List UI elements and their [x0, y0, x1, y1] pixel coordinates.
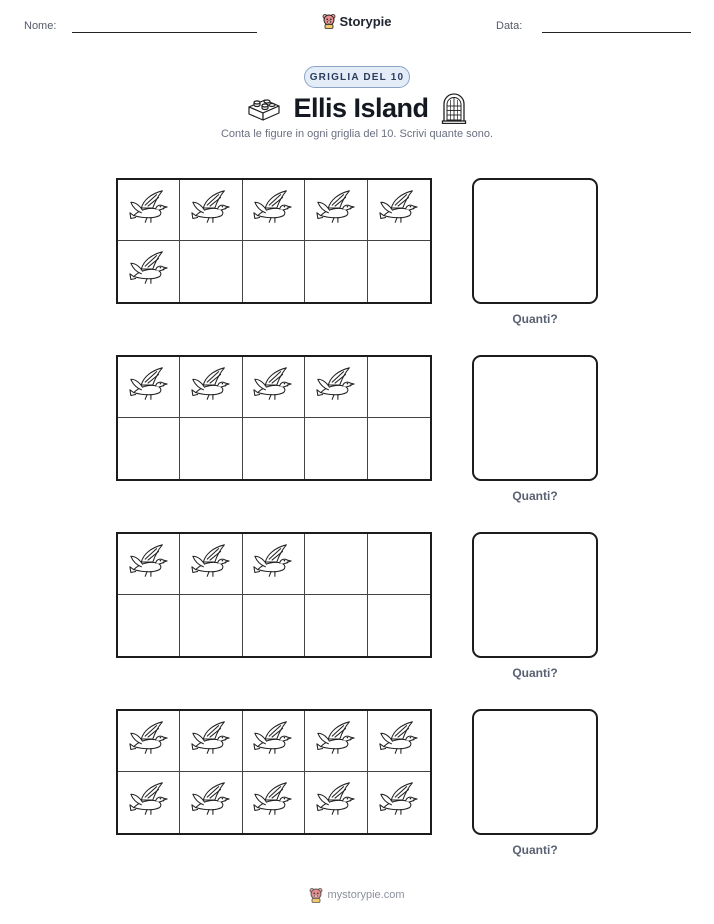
- seagull-icon: [128, 779, 170, 826]
- answer-box[interactable]: [472, 355, 598, 481]
- brand-name: Storypie: [339, 13, 392, 29]
- grid-cell: [118, 357, 180, 418]
- date-line[interactable]: [542, 32, 691, 33]
- answer-box[interactable]: [472, 709, 598, 835]
- seagull-icon: [190, 779, 232, 826]
- grid-cell: [305, 357, 367, 418]
- seagull-icon: [252, 187, 294, 234]
- grid-cell: [305, 418, 367, 479]
- seagull-icon: [378, 718, 420, 765]
- grid-cell: [118, 772, 180, 833]
- bear-mascot-icon: [309, 887, 323, 903]
- grid-cell: [118, 534, 180, 595]
- grid-cell: [118, 418, 180, 479]
- lego-brick-icon: [247, 95, 281, 121]
- seagull-icon: [190, 187, 232, 234]
- grid-cell: [243, 418, 305, 479]
- grid-cell: [368, 241, 430, 302]
- seagull-icon: [315, 187, 357, 234]
- grid-cell: [305, 241, 367, 302]
- ten-frame-grid: [116, 709, 432, 835]
- grid-cell: [243, 534, 305, 595]
- seagull-icon: [128, 364, 170, 411]
- name-label: Nome:: [24, 20, 57, 32]
- seagull-icon: [252, 364, 294, 411]
- grid-cell: [118, 180, 180, 241]
- answer-label: Quanti?: [512, 666, 558, 680]
- grid-cell: [180, 772, 242, 833]
- grid-cell: [118, 241, 180, 302]
- answer-box[interactable]: [472, 178, 598, 304]
- grid-cell: [305, 772, 367, 833]
- grid-cell: [243, 241, 305, 302]
- grid-cell: [305, 711, 367, 772]
- grid-cell: [243, 772, 305, 833]
- grid-cell: [305, 180, 367, 241]
- date-label: Data:: [496, 20, 523, 32]
- seagull-icon: [378, 779, 420, 826]
- instructions: Conta le figure in ogni griglia del 10. Scrivi quante sono.: [220, 128, 494, 140]
- grid-cell: [180, 595, 242, 656]
- seagull-icon: [128, 541, 170, 588]
- seagull-icon: [315, 718, 357, 765]
- seagull-icon: [378, 187, 420, 234]
- grid-cell: [368, 772, 430, 833]
- footer: [0, 887, 714, 903]
- ten-frame-grid: [116, 178, 432, 304]
- seagull-icon: [252, 541, 294, 588]
- grid-cell: [368, 534, 430, 595]
- grid-cell: [243, 595, 305, 656]
- answer-label: Quanti?: [512, 489, 558, 503]
- brand: [0, 13, 714, 29]
- grid-cell: [118, 711, 180, 772]
- grid-cell: [305, 595, 367, 656]
- grid-cell: [180, 711, 242, 772]
- name-line[interactable]: [72, 32, 257, 33]
- arched-window-icon: [441, 92, 467, 124]
- grid-cell: [180, 534, 242, 595]
- answer-label: Quanti?: [512, 312, 558, 326]
- title-row: [0, 91, 714, 125]
- seagull-icon: [315, 779, 357, 826]
- grid-cell: [243, 357, 305, 418]
- seagull-icon: [190, 364, 232, 411]
- seagull-icon: [190, 718, 232, 765]
- worksheet-badge: GRIGLIA DEL 10: [304, 66, 410, 88]
- seagull-icon: [128, 248, 170, 295]
- grid-cell: [180, 241, 242, 302]
- page-title: Ellis Island: [293, 92, 429, 123]
- ten-frame-grid: [116, 532, 432, 658]
- grid-cell: [368, 711, 430, 772]
- footer-url[interactable]: mystorypie.com: [327, 889, 405, 901]
- bear-mascot-icon: [322, 13, 336, 29]
- grid-cell: [368, 418, 430, 479]
- answer-box[interactable]: [472, 532, 598, 658]
- seagull-icon: [252, 779, 294, 826]
- grid-cell: [180, 357, 242, 418]
- seagull-icon: [128, 187, 170, 234]
- seagull-icon: [128, 718, 170, 765]
- grid-cell: [368, 595, 430, 656]
- grid-cell: [368, 357, 430, 418]
- grid-cell: [243, 711, 305, 772]
- grid-cell: [368, 180, 430, 241]
- grid-cell: [180, 180, 242, 241]
- grid-cell: [243, 180, 305, 241]
- grid-cell: [180, 418, 242, 479]
- seagull-icon: [252, 718, 294, 765]
- ten-frame-grid: [116, 355, 432, 481]
- seagull-icon: [190, 541, 232, 588]
- answer-label: Quanti?: [512, 843, 558, 857]
- grid-cell: [305, 534, 367, 595]
- seagull-icon: [315, 364, 357, 411]
- grid-cell: [118, 595, 180, 656]
